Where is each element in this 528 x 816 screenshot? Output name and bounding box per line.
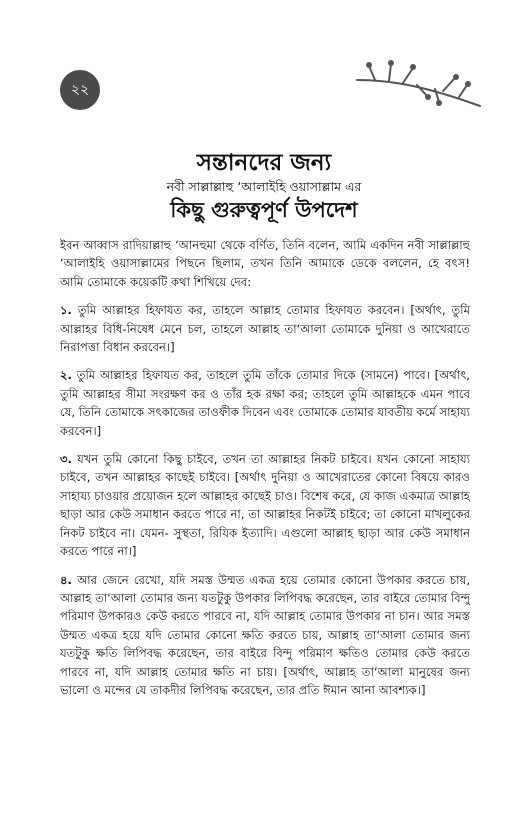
point-number: ৩.: [60, 452, 72, 467]
advice-point-1: [60, 301, 470, 356]
point-number: ১.: [60, 303, 72, 318]
point-text: তুমি আল্লাহর হিফাযত কর, তাহলে তুমি তাঁকে তোমার দিকে (সামনে) পাবে। [অর্থাৎ, তুমি আল্লাহর সীমা সংরক্ষণ কর ও তাঁর হক রক্ষা কর; তাহলে তুমি আল্লাহকে এমন পাবে যে, তিনি তোমাকে সৎকাজের তাওফীক দিবেন এবং তোমাকে তোমার যাবতীয় কর্মে সাহায্য করবেন।]: [60, 368, 470, 438]
page-number-badge: [60, 70, 100, 110]
page-subtitle: নবী সাল্লাল্লাহু ‘আলাইহি ওয়াসাল্লাম এর: [166, 179, 362, 194]
point-number: ৪.: [60, 572, 72, 587]
branch-ornament-icon: [355, 58, 485, 113]
advice-point-2: [60, 366, 470, 440]
page-number: ২২: [70, 82, 90, 98]
point-text: আর জেনে রেখো, যদি সমস্ত উম্মত একত্র হয়ে তোমার কোনো উপকার করতে চায়, আল্লাহ তা‘আলা তোমার জন্য যতটুকু উপকার লিপিবদ্ধ করেছেন, তার বাইরে তোমার বিন্দু পরিমাণ উপকারও কেউ করতে পারবে না, যদি আল্লাহ তোমার উপকার না চান। আর সমস্ত উম্মত একত্র হয়ে যদি তোমার কোনো ক্ষতি করতে চায়, আল্লাহ তা‘আলা তোমার জন্য যতটুকু ক্ষতি লিপিবদ্ধ করেছেন, তার বাইরে বিন্দু পরিমাণ ক্ষতিও তোমার কেউ করতে পারবে না, যদি আল্লাহ তোমার ক্ষতি না চায়। [অর্থাৎ, আল্লাহ তা‘আলা মানুষের জন্য ভালো ও মন্দের যে তাকদীর লিপিবদ্ধ করেছেন, তার প্রতি ঈমান আনা আবশ্যক।]: [60, 572, 471, 697]
page-title: সন্তানদের জন্য: [196, 150, 332, 176]
intro-paragraph: ইবন আব্বাস রাদিয়াল্লাহু ‘আনহুমা থেকে বর্ণিত, তিনি বলেন, আমি একদিন নবী সাল্লাল্লাহু ‘আলাইহি ওয়াসাল্লামের পিছনে ছিলাম, তখন তিনি আমাকে ডেকে বললেন, হে বৎস! আমি তোমাকে কয়েকটি কথা শিখিয়ে দেব:: [60, 238, 470, 289]
advice-point-3: [60, 450, 470, 560]
point-number: ২.: [60, 368, 72, 383]
point-text: তুমি আল্লাহর হিফাযত কর, তাহলে আল্লাহ তোমার হিফাযত করবেন। [অর্থাৎ, তুমি আল্লাহর বিধি-নিষেধ মেনে চল, তাহলে আল্লাহ তা‘আলা তোমাকে দুনিয়া ও আখেরাতে নিরাপত্তা বিধান করবেন।]: [60, 303, 471, 355]
title-block: [60, 148, 468, 224]
advice-point-4: [60, 571, 470, 700]
point-text: যখন তুমি কোনো কিছু চাইবে, তখন তা আল্লাহর নিকট চাইবে। যখন কোনো সাহায্য চাইবে, তখন আল্লাহর কাছেই চাইবে। [অর্থাৎ দুনিয়া ও আখেরাতের কোনো বিষয়ে কারও সাহায্য চাওয়ার প্রয়োজন হলে আল্লাহর কাছেই চাও। বিশেষ করে, যে কাজ একমাত্র আল্লাহ ছাড়া আর কেউ সমাধান করতে পারে না, তা আল্লাহর নিকটই চাইবে; তা কোনো মাখলুকের নিকট চাইবে না। যেমন- সুস্থতা, রিযিক ইত্যাদি। এগুলো আল্লাহ ছাড়া আর কেউ সমাধান করতে পারে না।]: [60, 452, 471, 559]
page-title-secondary: কিছু গুরুত্বপূর্ণ উপদেশ: [170, 198, 358, 222]
body-text: [60, 236, 470, 699]
